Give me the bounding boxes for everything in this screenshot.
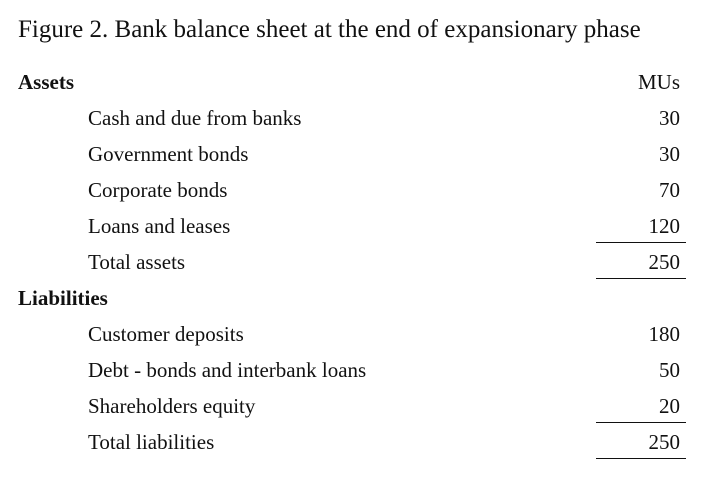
figure-title: Figure 2. Bank balance sheet at the end of expansionary phase (18, 16, 641, 43)
balance-row (0, 100, 728, 136)
balance-row (0, 316, 728, 352)
row-label: Cash and due from banks (88, 106, 302, 130)
row-label: Customer deposits (88, 322, 244, 346)
total-rule (596, 458, 686, 459)
total-liabilities-value: 250 (648, 430, 680, 454)
total-assets-label: Total assets (88, 250, 186, 274)
assets-heading: Assets (18, 70, 74, 94)
balance-row (0, 136, 728, 172)
balance-row (0, 172, 728, 208)
row-value: 30 (659, 142, 680, 166)
total-row (0, 424, 728, 460)
row-value: 30 (659, 106, 680, 130)
row-label: Debt - bonds and interbank loans (88, 358, 367, 382)
subtotal-rule (596, 242, 686, 243)
balance-row (0, 208, 728, 244)
row-value: 50 (659, 358, 680, 382)
row-value: 120 (648, 214, 680, 238)
row-label: Corporate bonds (88, 178, 228, 202)
total-liabilities-label: Total liabilities (88, 430, 215, 454)
assets-header-row (0, 64, 728, 100)
balance-row (0, 352, 728, 388)
row-label: Shareholders equity (88, 394, 256, 418)
row-label: Loans and leases (88, 214, 231, 238)
subtotal-rule (596, 422, 686, 423)
liabilities-heading: Liabilities (18, 286, 108, 310)
total-assets-value: 250 (648, 250, 680, 274)
total-row (0, 244, 728, 280)
row-label: Government bonds (88, 142, 249, 166)
unit-label: MUs (637, 70, 680, 94)
row-value: 180 (648, 322, 680, 346)
row-value: 20 (659, 394, 680, 418)
liabilities-header-row (0, 280, 728, 316)
total-rule (596, 278, 686, 279)
balance-row (0, 388, 728, 424)
row-value: 70 (659, 178, 680, 202)
